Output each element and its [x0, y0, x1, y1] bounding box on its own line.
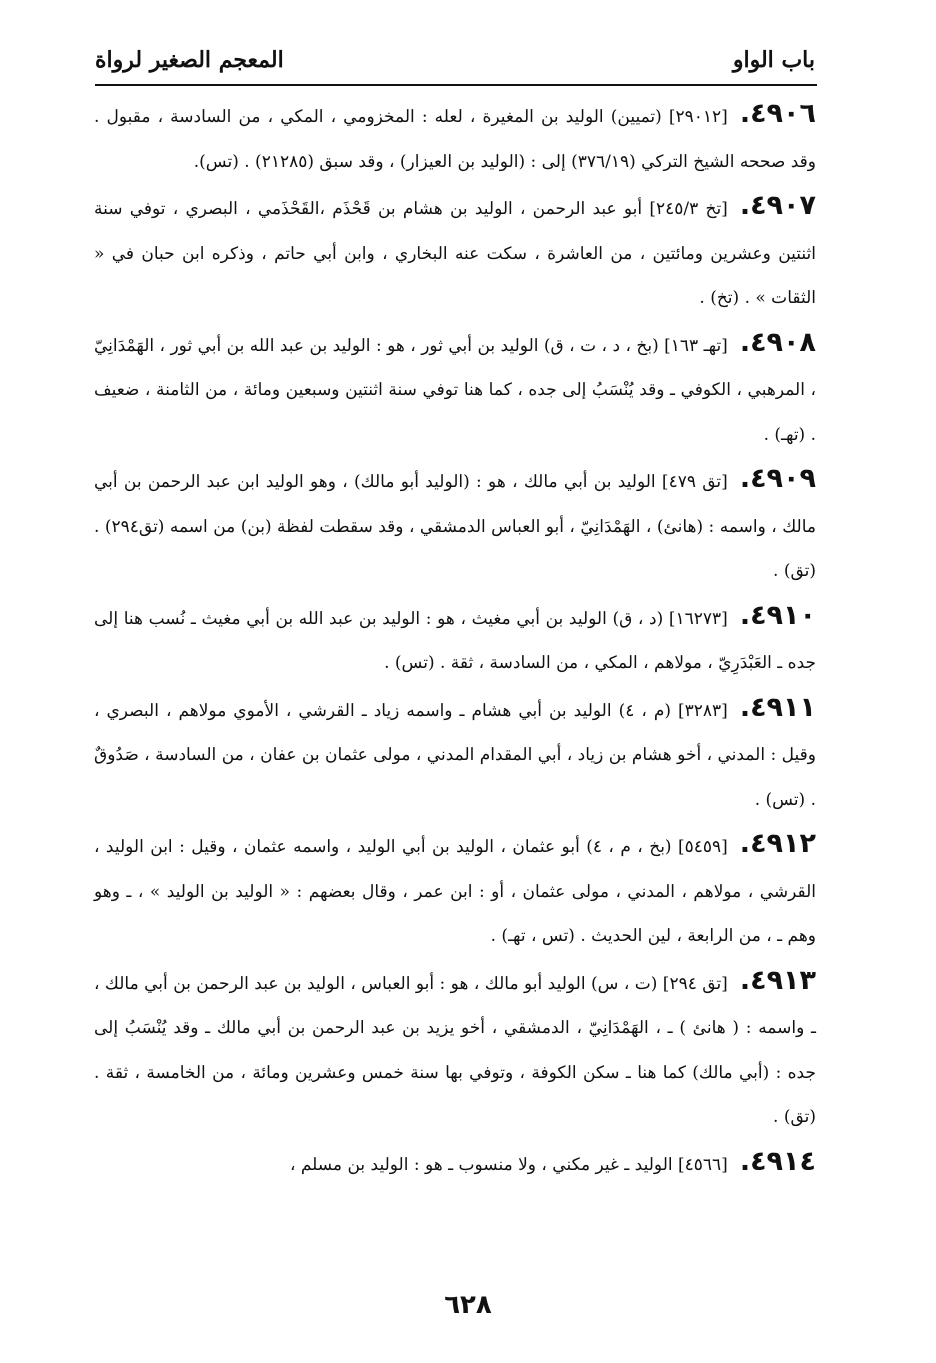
entry-text: [تخ ٢٤٥/٣] أبو عبد الرحمن ، الوليد بن هشام بن قَحْذَم ،القَحْذَمي ، البصري ، توفي سنة اثنتين وعشرين ومائتين ، من العاشرة ، سكت عنه البخاري ، وابن أبي حاتم ، وذكره ابن حبان في « الثقات » . (تخ) .: [94, 199, 816, 308]
entry-text: [٣٢٨٣] (م ، ٤) الوليد بن أبي هشام ـ واسمه زياد ـ القرشي ، الأموي مولاهم ، البصري ، وقيل : المدني ، أخو هشام بن زياد ، أبي المقدام المدني ، مولى عثمان بن عفان ، من السادسة ، صَدُوقٌ . (تس) .: [94, 700, 816, 810]
entry-number: ٤٩١١.: [739, 691, 816, 723]
entry-text: [٥٤٥٩] (بخ ، م ، ٤) أبو عثمان ، الوليد بن أبي الوليد ، واسمه عثمان ، وقيل : ابن الوليد ، القرشي ، مولاهم ، المدني ، مولى عثمان ، أو : ابن عمر ، وقال بعضهم : « الوليد بن الوليد » ، ـ وهو وهم ـ ، من الرابعة ، لين الحديث . (تس ، تهـ) .: [94, 837, 816, 946]
entry-number: ٤٩٠٩.: [739, 463, 816, 494]
entry-4907: [94, 184, 816, 321]
entry-4910: [94, 594, 816, 686]
entry-text: [٢٩٠١٢] (تميين) الوليد بن المغيرة ، لعله : المخزومي ، المكي ، من السادسة ، مقبول . وقد صححه الشيخ التركي (٣٧٦/١٩) إلى : (الوليد بن العيزار) ، وقد سبق (٢١٢٨٥) . (تس).: [94, 107, 816, 172]
entry-number: ٤٩٠٧.: [739, 190, 816, 221]
entry-number: ٤٩٠٦.: [739, 98, 816, 129]
running-header: [95, 38, 815, 82]
entry-number: ٤٩١٤.: [739, 1145, 816, 1177]
entry-4914: [94, 1140, 816, 1188]
entry-text: [تهـ ١٦٣] (بخ ، د ، ت ، ق) الوليد بن أبي ثور ، هو : الوليد بن عبد الله بن أبي ثور ، الهَمْدَانِيّ ، المرهبي ، الكوفي ـ وقد يُنْسَبُ إلى جده ، كما هنا توفي سنة اثنتين وسبعين ومائة ، من الثامنة ، ضعيف . (تهـ) .: [94, 335, 816, 445]
page-number: ٦٢٨: [444, 1290, 492, 1320]
entry-text: [تق ٢٩٤] (ت ، س) الوليد أبو مالك ، هو : أبو العباس ، الوليد بن عبد الرحمن بن أبي مالك ، ـ واسمه : ( هانئ ) ـ ، الهَمْدَانِيّ ، الدمشقي ، أخو يزيد بن عبد الرحمن بن أبي مالك ـ وقد يُنْسَبُ إلى جده : (أبي مالك) كما هنا ـ سكن الكوفة ، وتوفي بها سنة خمس وعشرين ومائة ، من الخامسة ، ثقة . (تق) .: [94, 973, 816, 1127]
entry-4912: [94, 822, 816, 959]
entry-4909: [94, 457, 816, 594]
entry-text: [٤٥٦٦] الوليد ـ غير مكني ، ولا منسوب ـ هو : الوليد بن مسلم ،: [289, 1154, 728, 1175]
entry-4906: [94, 92, 816, 184]
header-chapter-title: باب الواو: [732, 47, 815, 73]
entry-text: [تق ٤٧٩] الوليد بن أبي مالك ، هو : (الوليد أبو مالك) ، وهو الوليد ابن عبد الرحمن بن أبي مالك ، واسمه : (هانئ) ، الهَمْدَانِيّ ، أبو العباس الدمشقي ، وقد سقطت لفظة (بن) من اسمه (تق٢٩٤) . (تق) .: [94, 472, 816, 581]
entry-number: ٤٩١٢.: [739, 828, 816, 859]
entry-number: ٤٩٠٨.: [739, 326, 816, 358]
entry-4913: [94, 959, 816, 1140]
entries-list: [94, 92, 816, 1187]
header-divider: [95, 84, 817, 86]
entry-4911: [94, 686, 816, 823]
entry-number: ٤٩١٣.: [739, 964, 817, 996]
entry-number: ٤٩١٠.: [739, 599, 816, 631]
entry-4908: [94, 321, 816, 458]
entry-text: [١٦٢٧٣] (د ، ق) الوليد بن أبي مغيث ، هو : الوليد بن عبد الله بن أبي مغيث ـ نُسب هنا إلى جده ـ العَبْدَرِيّ ، مولاهم ، المكي ، من السادسة ، ثقة . (تس) .: [94, 608, 816, 673]
header-book-title: المعجم الصغير لرواة: [95, 47, 284, 73]
